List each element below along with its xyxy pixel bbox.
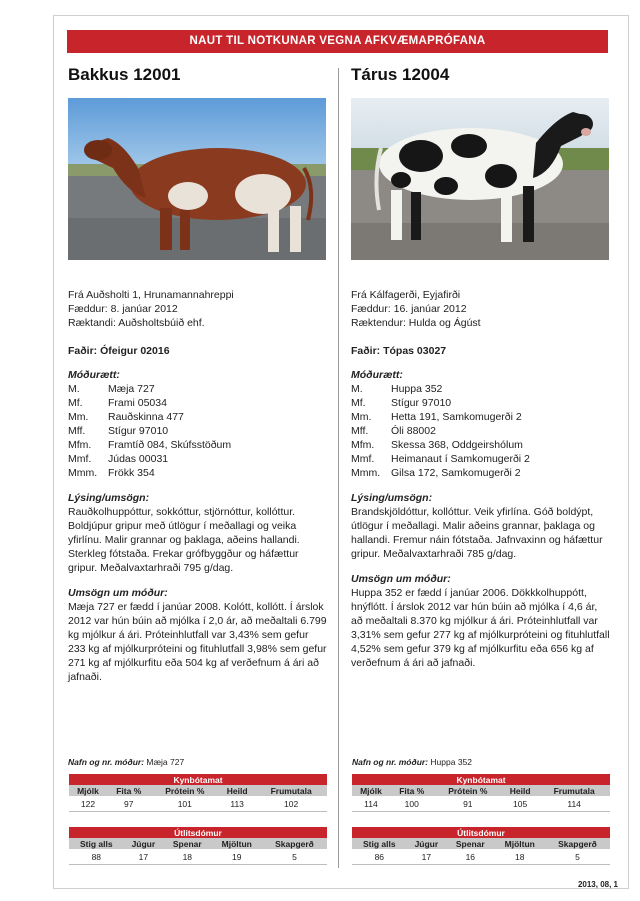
origin-line: Frá Kálfagerði, Eyjafirði (351, 289, 461, 301)
mother-name-line (68, 757, 184, 767)
column-header: Spenar (163, 838, 211, 849)
father-line: Faðir: Ófeigur 02016 (68, 345, 170, 357)
pedigree-row (68, 382, 328, 396)
pedigree-key: M. (68, 383, 80, 395)
column-header: Stig alls (69, 838, 124, 849)
column-header: Skapgerð (545, 838, 610, 849)
table-title: Kynbótamat (69, 774, 327, 785)
pedigree-row (351, 452, 611, 466)
pedigree-value: Rauðskinna 477 (108, 411, 184, 423)
table-cell: 5 (262, 849, 327, 865)
pedigree-value: Heimanaut í Samkomugerði 2 (391, 453, 530, 465)
table-row (352, 796, 610, 812)
pedigree-row (351, 410, 611, 424)
bull-origin-info (351, 288, 611, 330)
column-header: Skapgerð (262, 838, 327, 849)
pedigree-row (351, 396, 611, 410)
table-cell: 19 (211, 849, 262, 865)
pedigree-list (351, 382, 611, 480)
column-header: Frumutala (255, 785, 327, 796)
pedigree-value: Huppa 352 (391, 383, 443, 395)
table-header-row (69, 838, 327, 849)
column-header: Fita % (390, 785, 434, 796)
column-header: Frumutala (538, 785, 610, 796)
bull-photo (351, 98, 609, 260)
pedigree-row (351, 438, 611, 452)
table-cell: 88 (69, 849, 124, 865)
column-divider (338, 68, 339, 868)
breeder-line: Ræktandi: Auðsholtsbúið ehf. (68, 317, 205, 329)
pedigree-value: Framtíð 084, Skúfsstöðum (108, 439, 232, 451)
table-row (69, 796, 327, 812)
table-cell: 105 (502, 796, 538, 812)
pedigree-value: Gilsa 172, Samkomugerði 2 (391, 467, 521, 479)
column-header: Júgur (124, 838, 164, 849)
table-cell: 114 (352, 796, 390, 812)
table-cell: 18 (494, 849, 545, 865)
pedigree-title: Móðurætt: (68, 369, 120, 381)
table-cell: 18 (163, 849, 211, 865)
table-cell: 17 (407, 849, 447, 865)
birth-date-line: Fæddur: 16. janúar 2012 (351, 303, 467, 315)
table-cell: 114 (538, 796, 610, 812)
breeding-value-table (69, 774, 327, 812)
pedigree-key: Mf. (68, 397, 83, 409)
table-header-row (352, 838, 610, 849)
bull-photo (68, 98, 326, 260)
description-text: Rauðkolhuppóttur, sokkóttur, stjörnóttur, kollóttur. Boldjúpur gripur með útlögur í meðallagi og veika yfirlínu. Malir grannar og þaklaga, aðeins hallandi. Sterkleg fótstaða. Frekar grófbyggður og háfættur gripur. Meðalvaxtarhraði 795 g/dag. (68, 506, 300, 574)
table-cell: 91 (434, 796, 502, 812)
mother-name-label: Nafn og nr. móður: (352, 757, 429, 767)
pedigree-key: Mff. (351, 425, 369, 437)
table-cell: 101 (151, 796, 219, 812)
pedigree-row (68, 396, 328, 410)
table-cell: 102 (255, 796, 327, 812)
column-header: Mjöltun (494, 838, 545, 849)
table-row (352, 849, 610, 865)
table-header-row (69, 785, 327, 796)
pedigree-row (351, 382, 611, 396)
column-header: Prótein % (434, 785, 502, 796)
pedigree-row (68, 466, 328, 480)
pedigree-value: Stígur 97010 (391, 397, 452, 409)
table-cell: 5 (545, 849, 610, 865)
pedigree-value: Frökk 354 (108, 467, 155, 479)
origin-line: Frá Auðsholti 1, Hrunamannahreppi (68, 289, 234, 301)
pedigree-key: M. (351, 383, 363, 395)
column-header: Mjólk (352, 785, 390, 796)
mother-review-title: Umsögn um móður: (68, 587, 168, 599)
column-header: Heild (219, 785, 255, 796)
conformation-table (352, 827, 610, 865)
bull-column-tarus (351, 62, 611, 670)
column-header: Fita % (107, 785, 151, 796)
table-header-row (352, 785, 610, 796)
birth-date-line: Fæddur: 8. janúar 2012 (68, 303, 178, 315)
table-cell: 17 (124, 849, 164, 865)
pedigree-value: Júdas 00031 (108, 453, 169, 465)
pedigree-row (68, 424, 328, 438)
breeder-line: Ræktendur: Hulda og Ágúst (351, 317, 481, 329)
pedigree-key: Mfm. (68, 439, 92, 451)
pedigree-key: Mm. (68, 411, 89, 423)
mother-name: Mæja 727 (146, 757, 185, 767)
table-cell: 122 (69, 796, 107, 812)
pedigree-key: Mf. (351, 397, 366, 409)
pedigree-key: Mmf. (68, 453, 92, 465)
mother-review-text: Huppa 352 er fædd í janúar 2006. Dökkkolhuppótt, hnýflótt. Í árslok 2012 var hún búin að mjólka í 4,6 ár, að meðaltali 8.370 kg mjólkur á ári. Próteinhlutfall var 3,31% sem gefur 277 kg af mjólkurpróteini og fituhlutfall 4,52% sem gefur 379 kg af mjólkurfitu eða 656 kg af verðefnum á ári að jafnaði. (351, 587, 610, 669)
table-cell: 113 (219, 796, 255, 812)
pedigree-row (351, 466, 611, 480)
mother-name-line (352, 757, 472, 767)
breeding-value-table (352, 774, 610, 812)
mother-review-text: Mæja 727 er fædd í janúar 2008. Kolótt, kollótt. Í árslok 2012 var hún búin að mjólka í 2,0 ár, að meðaltali 6.799 kg mjólkur á ári. Próteinhlutfall var 3,43% sem gefur 233 kg af mjólkurpróteini og fituhlutfall 3,98% sem gefur 271 kg af mjólkurfitu eða 504 kg af verðefnum á ári að jafnaði. (68, 601, 327, 683)
mother-name: Huppa 352 (430, 757, 472, 767)
table-title: Útlitsdómur (352, 827, 610, 838)
mother-review-title: Umsögn um móður: (351, 573, 451, 585)
table-cell: 100 (390, 796, 434, 812)
column-header: Stig alls (352, 838, 407, 849)
bull-name: Tárus 12004 (351, 65, 450, 84)
pedigree-key: Mff. (68, 425, 86, 437)
bull-origin-info (68, 288, 328, 330)
pedigree-key: Mmf. (351, 453, 375, 465)
pedigree-value: Frami 05034 (108, 397, 167, 409)
description-text: Brandskjöldóttur, kollóttur. Veik yfirlína. Góð boldýpt, útlögur í meðallagi. Malir aðeins grannar, þaklaga og hallandi. Fremur náin fótstaða. Jafnvaxinn og háfættur gripur. Meðalvaxtarhraði 785 g/dag. (351, 506, 603, 560)
pedigree-row (68, 438, 328, 452)
column-header: Júgur (407, 838, 447, 849)
pedigree-value: Stígur 97010 (108, 425, 169, 437)
bull-name: Bakkus 12001 (68, 65, 181, 84)
pedigree-key: Mfm. (351, 439, 375, 451)
pedigree-row (68, 452, 328, 466)
table-title: Kynbótamat (352, 774, 610, 785)
pedigree-row (351, 424, 611, 438)
table-cell: 16 (446, 849, 494, 865)
pedigree-key: Mmm. (68, 467, 98, 479)
table-row (69, 849, 327, 865)
pedigree-value: Mæja 727 (108, 383, 155, 395)
father-line: Faðir: Tópas 03027 (351, 345, 447, 357)
conformation-table (69, 827, 327, 865)
pedigree-key: Mm. (351, 411, 372, 423)
column-header: Spenar (446, 838, 494, 849)
description-title: Lýsing/umsögn: (68, 492, 150, 504)
pedigree-row (68, 410, 328, 424)
pedigree-value: Skessa 368, Oddgeirshólum (391, 439, 523, 451)
column-header: Mjöltun (211, 838, 262, 849)
bull-column-bakkus (68, 62, 328, 684)
pedigree-title: Móðurætt: (351, 369, 403, 381)
table-cell: 97 (107, 796, 151, 812)
pedigree-list (68, 382, 328, 480)
column-header: Prótein % (151, 785, 219, 796)
mother-name-label: Nafn og nr. móður: (68, 757, 145, 767)
page-footer-code: 2013, 08, 1 (577, 880, 618, 889)
table-title: Útlitsdómur (69, 827, 327, 838)
pedigree-value: Óli 88002 (391, 425, 436, 437)
column-header: Mjólk (69, 785, 107, 796)
pedigree-key: Mmm. (351, 467, 381, 479)
page-banner: NAUT TIL NOTKUNAR VEGNA AFKVÆMAPRÓFANA (67, 30, 608, 53)
table-cell: 86 (352, 849, 407, 865)
column-header: Heild (502, 785, 538, 796)
description-title: Lýsing/umsögn: (351, 492, 433, 504)
pedigree-value: Hetta 191, Samkomugerði 2 (391, 411, 522, 423)
